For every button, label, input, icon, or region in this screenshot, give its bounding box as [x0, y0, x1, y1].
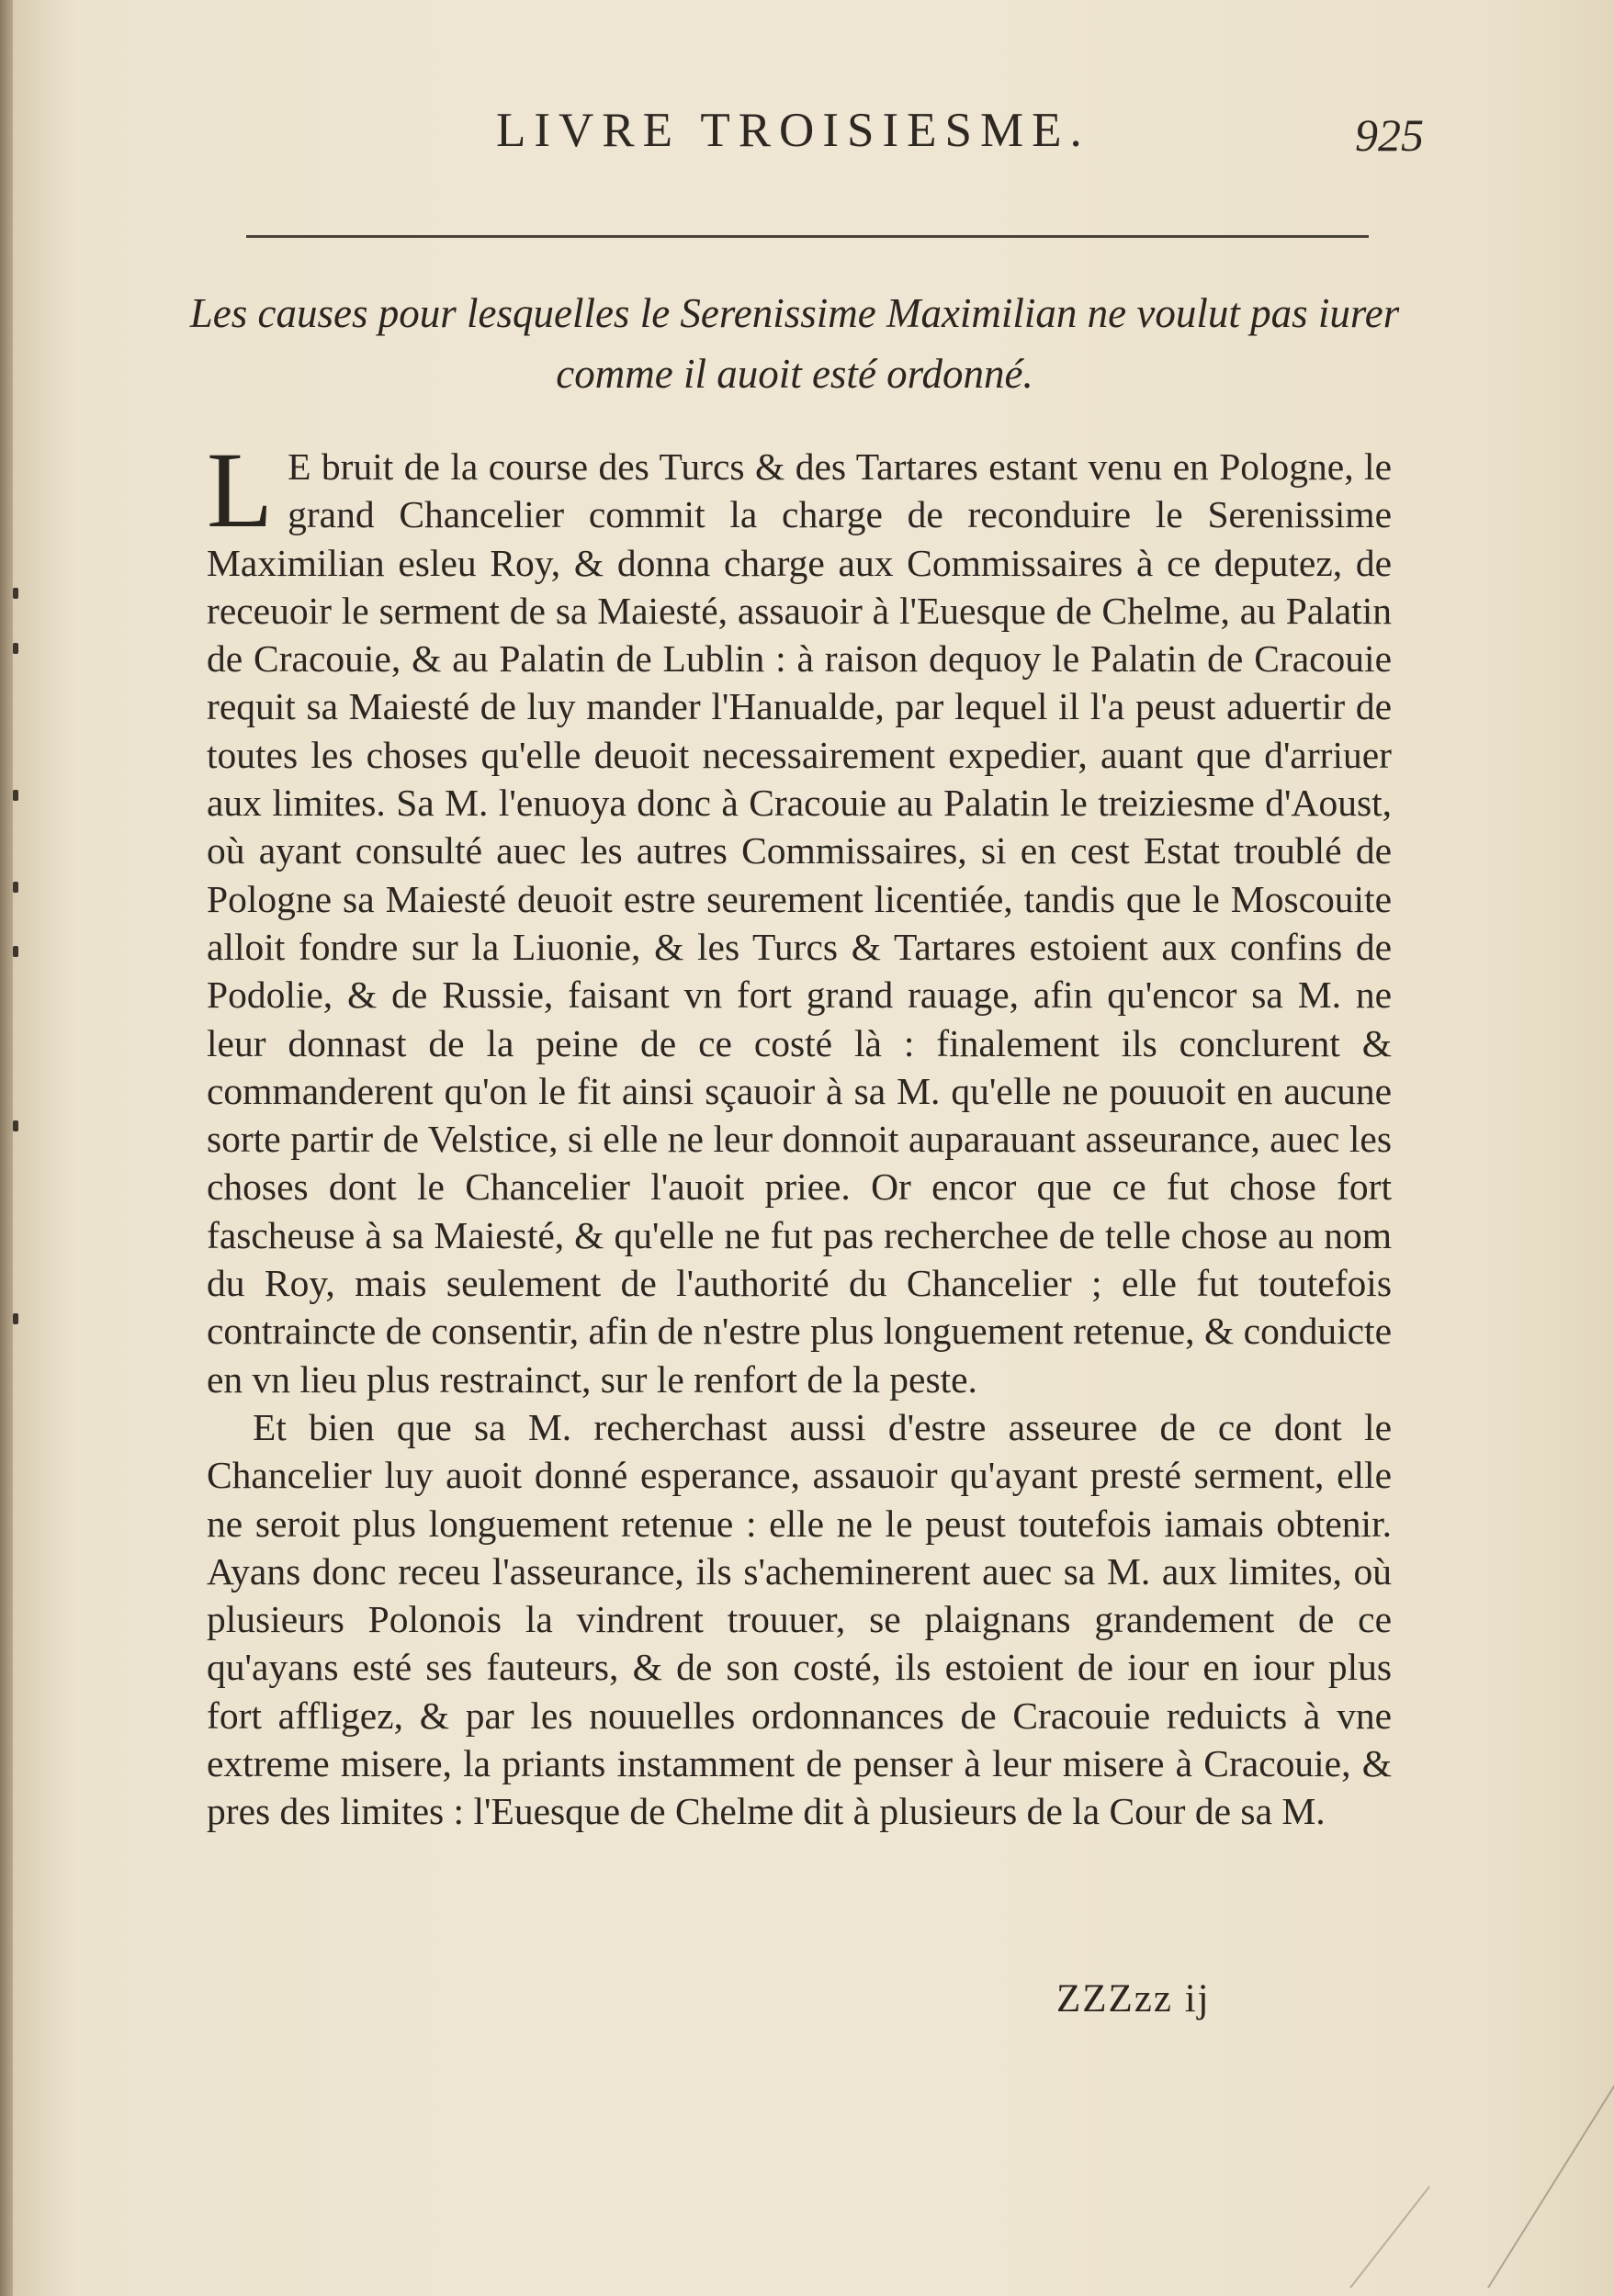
paragraph-1-text: E bruit de la course des Turcs & des Tartares estant venu en Pologne, le grand Chancelier commit la charge de reconduire le Serenissime Maximilian esleu Roy, & donna charge aux Commissaires à ce deputez, de receuoir le serment de sa Maiesté, assauoir à l'Euesque de Chelme, au Palatin de Cracouie, & au Palatin de Lublin : à raison dequoy le Palatin de Cracouie requit sa Maiesté de luy mander l'Hanualde, par lequel il l'a peust aduertir de toutes les choses qu'elle deuoit necessairement expedier, auant que d'arriuer aux limites. Sa M. l'enuoya donc à Cracouie au Palatin le treiziesme d'Aoust, où ayant consulté auec les autres Commissaires, si en cest Estat troublé de Pologne sa Maiesté deuoit estre seurement licentiée, tandis que le Moscouite alloit fondre sur la Liuonie, & les Turcs & Tartares estoient aux confins de Podolie, & de Russie, faisant vn fort grand rauage, afin qu'encor sa M. ne leur donnast de la peine de ce costé là : finalement ils conclurent & commanderent qu'on le fit ainsi sçauoir à sa M. qu'elle ne pouuoit en aucune sorte partir de Velstice, si elle ne leur donnoit auparauant asseurance, auec les choses dont le Chancelier l'auoit priee. Or encor que ce fut chose fort fascheuse à sa Maiesté, & qu'elle ne fut pas recherchee de telle chose au nom du Roy, mais seulement de l'authorité du Chancelier ; elle fut toutefois contraincte de consentir, afin de n'estre plus longuement retenue, & conduicte en vn lieu plus restrainct, sur le renfort de la peste. [207, 445, 1392, 1401]
margin-mark [13, 643, 18, 654]
drop-cap: L [207, 430, 274, 550]
margin-mark [13, 790, 18, 801]
running-head [276, 103, 1424, 167]
header-rule [246, 235, 1369, 238]
page-number: 925 [1355, 109, 1424, 161]
binding-edge [0, 0, 13, 2296]
paragraph-1 [207, 430, 1392, 1403]
body-text [207, 430, 1392, 1836]
section-title: Les causes pour lesquelles le Serenissime Maximilian ne voulut pas iurer comme il auoit esté ordonné. [189, 290, 1400, 397]
paragraph-2: Et bien que sa M. recherchast aussi d'estre asseuree de ce dont le Chancelier luy auoit donné esperance, assauoir qu'ayant presté serment, elle ne seroit plus longuement retenue : elle ne le peust toutefois iamais obtenir. Ayans donc receu l'asseurance, ils s'acheminerent auec sa M. aux limites, où plusieurs Polonois la vindrent trouuer, se plaignans grandement de ce qu'ayans esté ses fauteurs, & de son costé, ils estoient de iour en iour plus fort affligez, & par les nouuelles ordonnances de Cracouie reduicts à vne extreme misere, la priants instamment de penser à leur misere à Cracouie, & pres des limites : l'Euesque de Chelme dit à plusieurs de la Cour de sa M. [207, 1405, 1392, 1833]
signature-mark: ZZZzz ij [1056, 1977, 1211, 2020]
margin-mark [13, 1120, 18, 1131]
margin-mark [13, 1313, 18, 1324]
margin-mark [13, 946, 18, 957]
running-title: LIVRE TROISIESME. [496, 104, 1090, 157]
margin-mark [13, 882, 18, 893]
margin-mark [13, 588, 18, 599]
